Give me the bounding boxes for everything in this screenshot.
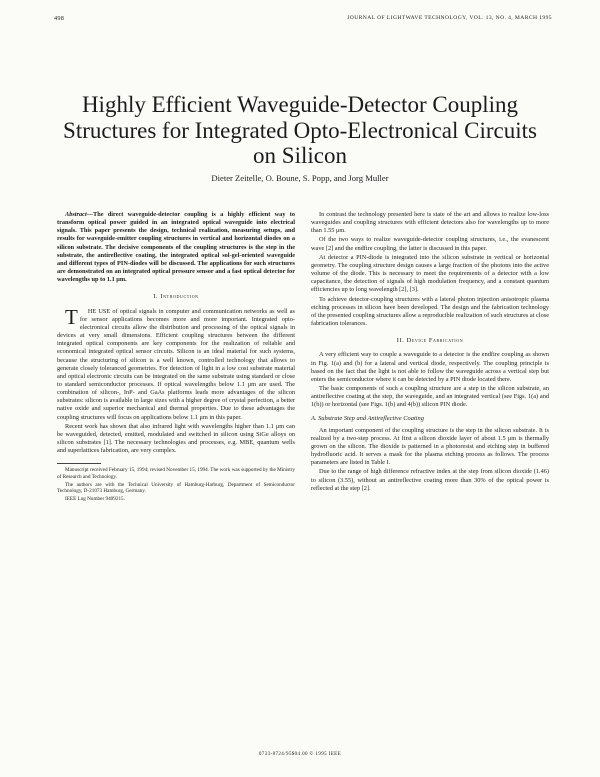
- abstract-label: Abstract—: [65, 211, 93, 218]
- footnote-manuscript: Manuscript received February 15, 1994; revised November 15, 1994. The work was supported by the Ministry of Research and Technology.: [57, 467, 295, 480]
- right-paragraph-1: In contrast the technology presented here is state of the art and allows to realize low-loss waveguides and coupling structures with efficient detectors also for wavelengths up to more than 1.55 μm.: [311, 211, 549, 235]
- right-paragraph-4: To achieve detector-coupling structures with a lateral photon injection anisotropic plasma etching processes in silicon have been developed. The design and the fabrication technology of the presented coupling structures allow a reproducible realization of such structures at close fabrication tolerances.: [311, 295, 549, 328]
- footnote-affiliation: The authors are with the Technical University of Hamburg-Harburg, Department of Semiconductor Technology, D-21073 Hamburg, Germany.: [57, 481, 295, 495]
- paper-title: Highly Efficient Waveguide-Detector Coupling Structures for Integrated Opto-Electronical Circuits on Silicon: [63, 92, 537, 168]
- device-paragraph-1: A very efficient way to couple a waveguide to a detector is the endfire coupling as shown in Fig. 1(a) and (b) for a lateral and vertical diode, respectively. The coupling principle is based on the fact that the light is not able to follow the waveguide across a vertical step but enters the semiconductor where it can be detected by a PIN diode located there.: [311, 351, 549, 383]
- intro-paragraph-2: Recent work has shown that also infrared light with wavelengths higher than 1.1 μm can be waveguided, detected, emitted, modulated and switched in silicon using SiGe alloys on silicon substrates [1]. The necessary technologies and processes, e.g. MBE, quantum wells and superlattices fabrication, are very complex.: [57, 422, 295, 455]
- subsection-paragraph-1: An important component of the coupling structure is the step in the silicon substrate. It is realized by a two-step process. At first a silicon dioxide layer of about 1.5 μm is thermally grown on the silicon. The dioxide is patterned in a photoresist and etching step in buffered hydrofluoric acid. It serves a mask for the plasma etching process as follows. The process parameters are listed in Table I.: [311, 426, 549, 467]
- author-list: Dieter Zeitelle, O. Boune, S. Popp, and Jorg Muller: [211, 173, 389, 183]
- page-number: 498: [54, 15, 65, 22]
- footnote-log-number: IEEE Log Number 9409215.: [65, 495, 125, 502]
- subsection-heading-substrate-step: A. Substrate Step and Antireflective Coating: [311, 415, 424, 423]
- device-paragraph-2: The basic components of such a coupling structure are a step in the silicon substrate, an antireflective coating at the step, the waveguide, and an integrated vertical (see Figs. 1(a) and 1(b)) or horizontal (see Figs. 1(b) and 4(b)) silicon PIN diode.: [311, 384, 549, 409]
- footnote-divider: [57, 463, 101, 464]
- subsection-paragraph-2: Due to the range of high difference refractive index at the step from silicon dioxide (1.46) to silicon (3.55), without an antireflective coating more than 30% of the optical power is reflected at the step [2].: [311, 468, 549, 492]
- intro-paragraph-1: THE USE of optical signals in computer and communication networks as well as for sensor applications becomes more and more important. Integrated opto-electronical circuits allow the distribution and processing of the optical signals in devices at very small dimensions. Efficient coupling structures between the different integrated optical components are key components for the realization of reliable and economical integrated optical sensor circuits. Silicon is an ideal material for such systems, because the structuring of silicon is a well known, controlled technology that allows to generate closely toleranced geometries. For detection of light in a low cost substrate material and optical electronic circuits can be integrated on the same substrate using standard or close to standard semiconductor processes. If optical wavelengths below 1.1 μm are used. The combination of silicon-, InP- and GaAs platforms leads more advantages of the silicon substrates: silicon is available in large sizes with a higher degree of crystal perfection, a better native oxide and superior mechanical and thermal properties. Due to these advantages the coupling structures will focus on applications below 1.1 μm in this paper.: [57, 304, 295, 421]
- right-paragraph-3: At detector a PIN-diode is integrated into the silicon substrate in vertical or horizontal geometry. The coupling structure design causes a large fraction of the photons into the active volume of the diode. This is necessary to meet the requirements of a detector with a low capacitance, the detection of signals of high modulation frequency, and a constant quantum efficiencies up to long wavelength [2], [3].: [311, 253, 549, 294]
- left-column: [57, 211, 295, 503]
- section-heading-introduction: I. Introduction: [153, 293, 199, 301]
- abstract: [57, 211, 295, 284]
- copyright-line: 0733-8724/95$04.00 © 1995 IEEE: [258, 752, 342, 757]
- right-paragraph-2: Of the two ways to realize waveguide-detector coupling structures, i.e., the evanescent wave [2] and the endfire coupling, the latter is discussed in this paper.: [311, 236, 549, 252]
- abstract-text: The direct waveguide-detector coupling is a highly efficient way to transform optical power guided in an integrated optical waveguide into electrical signals. This paper presents the design, technical realization, measuring setups, and results for waveguide-emitter coupling structures in vertical and horizontal diodes on a silicon substrate. The decisive components of the coupling structures is the step in the substrate, the antireflective coating, the integrated optical sol-gel-oriented waveguide and different types of PIN-diodes will be discussed. The applications for such structures are demonstrated on an integrated optical pressure sensor and a fast optical detector for wavelengths up to 1.1 μm.: [57, 211, 295, 284]
- running-head: JOURNAL OF LIGHTWAVE TECHNOLOGY, VOL. 13, NO. 4, MARCH 1995: [347, 15, 552, 21]
- right-column: [311, 211, 549, 494]
- section-heading-device-fabrication: II. Device Fabrication: [396, 337, 464, 345]
